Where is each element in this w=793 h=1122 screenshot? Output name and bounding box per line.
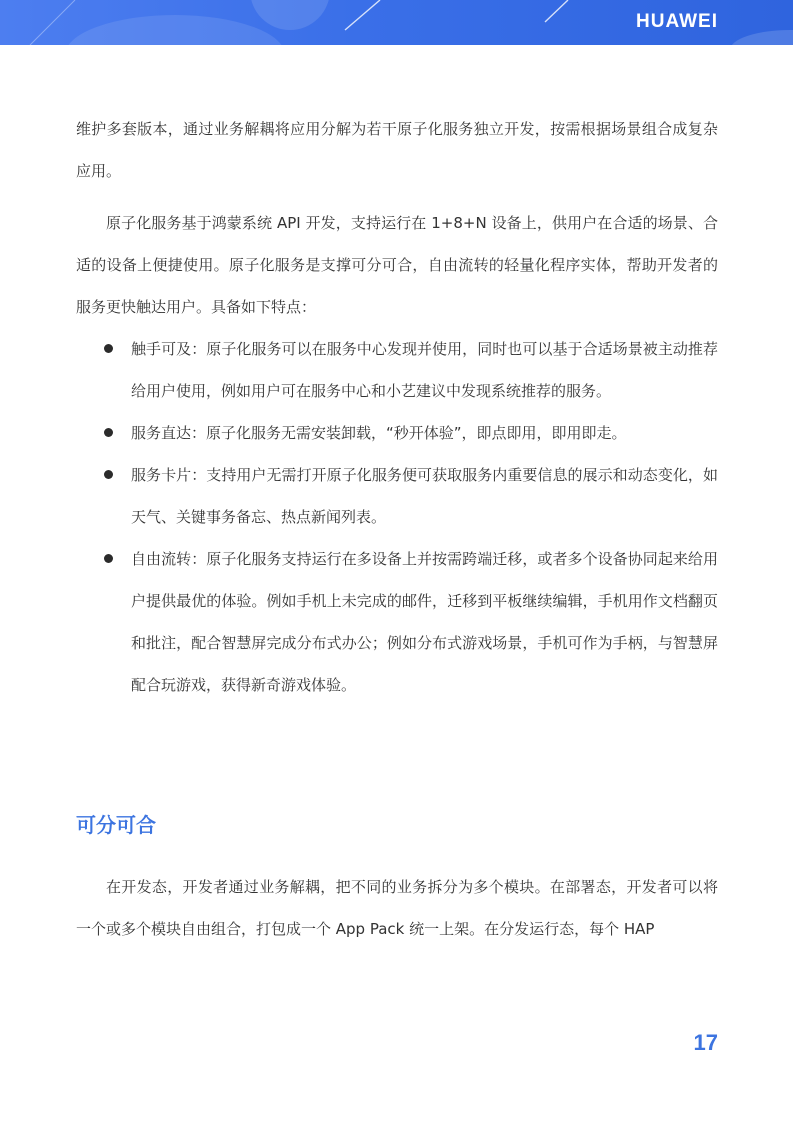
- brand-logo-text: HUAWEI: [636, 11, 718, 32]
- list-item-text: 服务卡片：支持用户无需打开原子化服务便可获取服务内重要信息的展示和动态变化，如天气、关键事务备忘、热点新闻列表。: [131, 466, 718, 526]
- bullet-icon: [104, 344, 113, 353]
- paragraph-divisible: 在开发态，开发者通过业务解耦，把不同的业务拆分为多个模块。在部署态，开发者可以将一个或多个模块自由组合，打包成一个 App Pack 统一上架。在分发运行态，每个 HAP: [76, 878, 718, 938]
- main-content: [76, 108, 718, 706]
- paragraph-continuation: 维护多套版本，通过业务解耦将应用分解为若干原子化服务独立开发，按需根据场景组合成复杂应用。: [76, 120, 718, 180]
- list-item-text: 服务直达：原子化服务无需安装卸载，“秒开体验”，即点即用，即用即走。: [131, 424, 627, 442]
- feature-list: [76, 328, 718, 706]
- list-item-text: 触手可及：原子化服务可以在服务中心发现并使用，同时也可以基于合适场景被主动推荐给用户使用，例如用户可在服务中心和小艺建议中发现系统推荐的服务。: [131, 340, 718, 400]
- list-item: [76, 328, 718, 412]
- list-item-text: 自由流转：原子化服务支持运行在多设备上并按需跨端迁移，或者多个设备协同起来给用户提供最优的体验。例如手机上未完成的邮件，迁移到平板继续编辑，手机用作文档翻页和批注，配合智慧屏完成分布式办公；例如分布式游戏场景，手机可作为手柄，与智慧屏配合玩游戏，获得新奇游戏体验。: [131, 550, 718, 694]
- header-band: [0, 0, 793, 45]
- list-item: [76, 454, 718, 538]
- list-item: [76, 538, 718, 706]
- section-content: [76, 866, 718, 950]
- bullet-icon: [104, 470, 113, 479]
- list-item: [76, 412, 718, 454]
- bullet-icon: [104, 428, 113, 437]
- page-number: 17: [693, 1030, 718, 1055]
- section-heading: 可分可合: [76, 813, 156, 837]
- paragraph-atomic-services: 原子化服务基于鸿蒙系统 API 开发，支持运行在 1+8+N 设备上，供用户在合适的场景、合适的设备上便捷使用。原子化服务是支撑可分可合，自由流转的轻量化程序实体，帮助开发者的服务更快触达用户。具备如下特点：: [76, 214, 718, 316]
- bullet-icon: [104, 554, 113, 563]
